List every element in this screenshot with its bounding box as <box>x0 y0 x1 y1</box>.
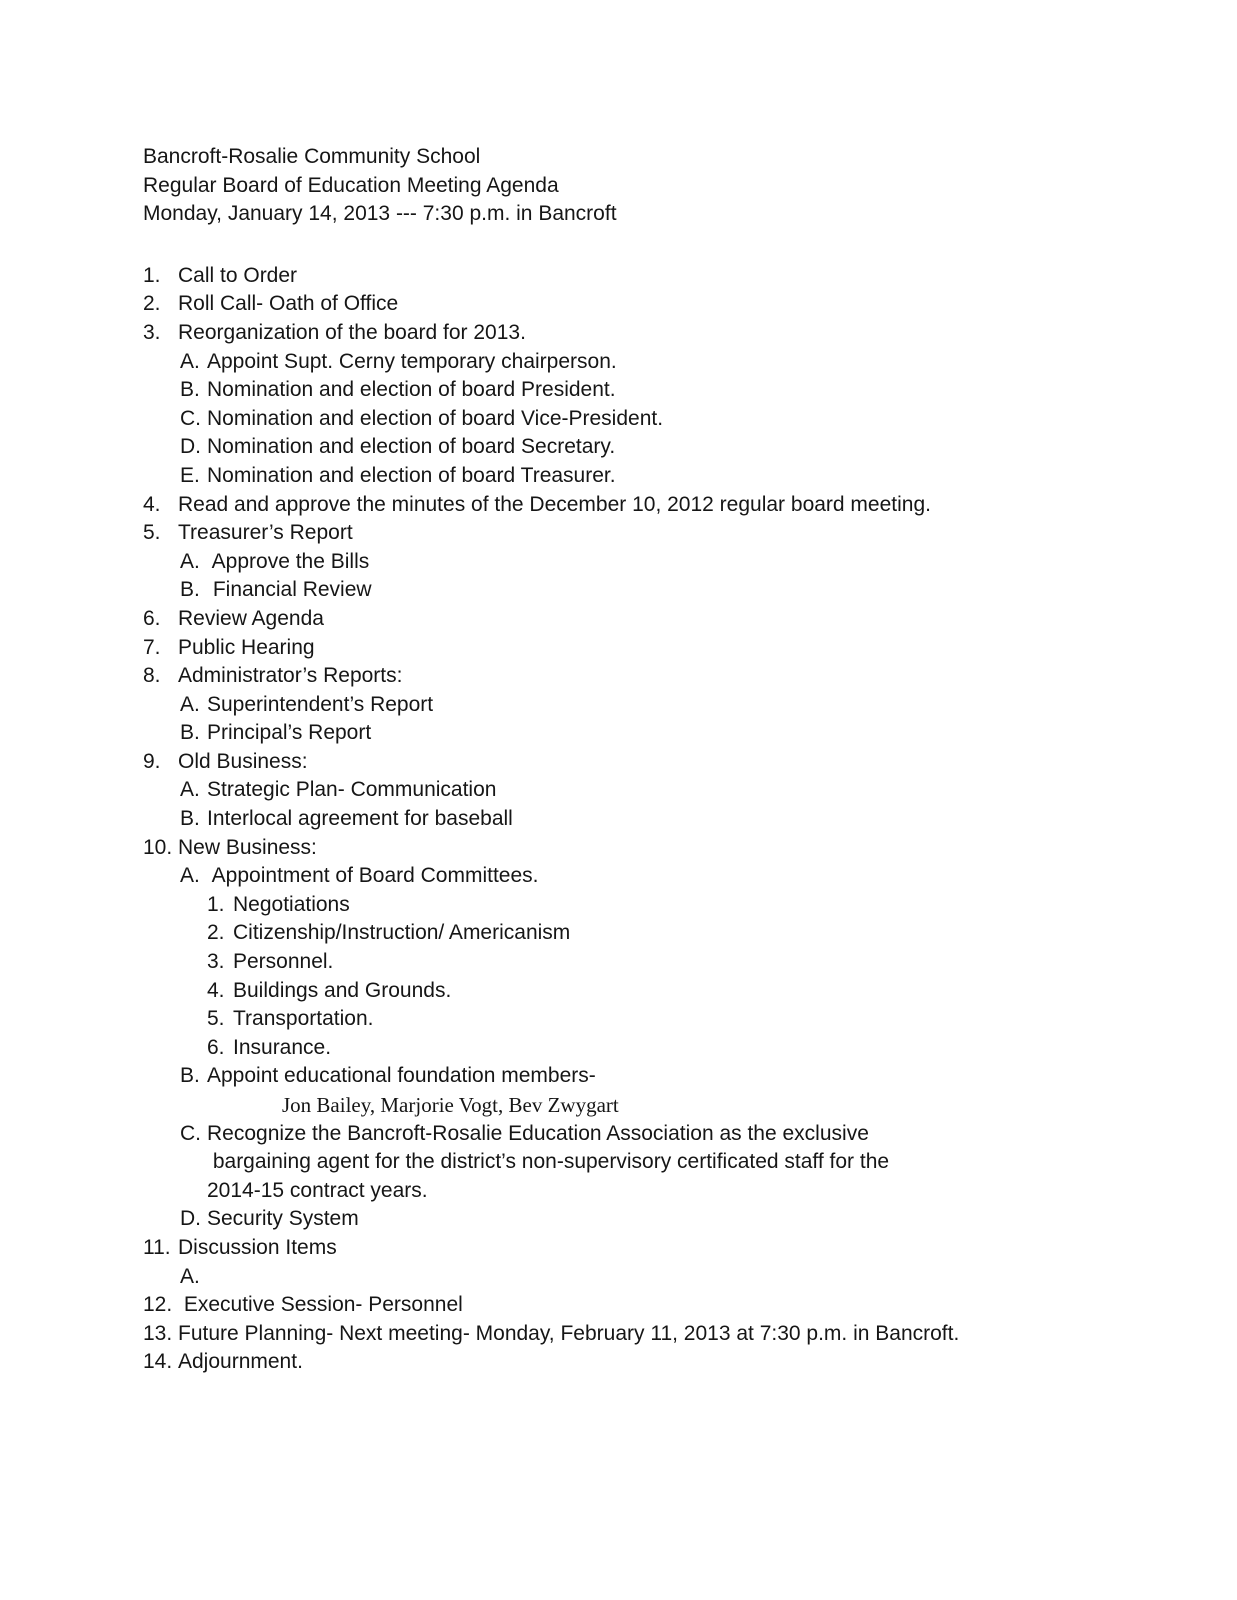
line-text: Citizenship/Instruction/ Americanism <box>233 921 571 945</box>
agenda-line <box>143 319 1203 348</box>
line-text: Administrator’s Reports: <box>178 664 403 688</box>
list-marker: B. <box>180 721 200 745</box>
foundation-members-line <box>282 1091 1203 1120</box>
line-text: Review Agenda <box>178 606 324 630</box>
agenda-line <box>180 691 1203 720</box>
list-marker: 12. <box>143 1293 173 1317</box>
line-text: Insurance. <box>233 1035 332 1059</box>
doc-subtitle: Regular Board of Education Meeting Agenda <box>143 173 559 197</box>
line-text: Jon Bailey, Marjorie Vogt, Bev Zwygart <box>282 1093 619 1117</box>
agenda-line <box>180 1205 1203 1234</box>
line-text: Security System <box>207 1207 359 1231</box>
agenda-line <box>143 491 1203 520</box>
line-text: Executive Session- Personnel <box>178 1293 463 1317</box>
line-text: Nomination and election of board President. <box>207 378 616 402</box>
list-marker: E. <box>180 463 200 487</box>
agenda-line-continuation <box>207 1177 1203 1206</box>
list-marker: B. <box>180 807 200 831</box>
list-marker: 1. <box>207 892 225 916</box>
agenda-line <box>180 405 1203 434</box>
line-text: Treasurer’s Report <box>178 521 353 545</box>
line-text: Call to Order <box>178 263 298 287</box>
agenda-line <box>143 290 1203 319</box>
line-text: Roll Call- Oath of Office <box>178 292 399 316</box>
agenda-line <box>180 1120 1203 1149</box>
list-marker: 14. <box>143 1350 173 1374</box>
agenda-line <box>143 1234 1203 1263</box>
list-marker: 2. <box>143 292 161 316</box>
list-marker: C. <box>180 1121 201 1145</box>
line-text: Appointment of Board Committees. <box>207 864 539 888</box>
agenda-line <box>180 548 1203 577</box>
list-marker: 3. <box>207 950 225 974</box>
line-text: Approve the Bills <box>207 549 370 573</box>
agenda-line <box>180 805 1203 834</box>
list-marker: 11. <box>143 1235 171 1259</box>
list-marker: B. <box>180 1064 200 1088</box>
line-text: New Business: <box>178 835 317 859</box>
line-text: Superintendent’s Report <box>207 692 434 716</box>
list-marker: D. <box>180 1207 201 1231</box>
line-text: Nomination and election of board Treasurer. <box>207 463 616 487</box>
line-text: Principal’s Report <box>207 721 372 745</box>
line-text: Nomination and election of board Vice-President. <box>207 406 664 430</box>
list-marker: 4. <box>207 978 225 1002</box>
document-content <box>143 143 1203 1377</box>
agenda-line <box>143 1320 1203 1349</box>
agenda-list <box>143 262 1203 1377</box>
line-text: Strategic Plan- Communication <box>207 778 497 802</box>
line-text: Read and approve the minutes of the December 10, 2012 regular board meeting. <box>178 492 931 516</box>
line-text: Old Business: <box>178 749 308 773</box>
agenda-line <box>143 662 1203 691</box>
list-marker: 6. <box>207 1035 225 1059</box>
agenda-line <box>207 891 1203 920</box>
list-marker: A. <box>180 778 200 802</box>
agenda-line <box>207 919 1203 948</box>
agenda-line <box>143 1348 1203 1377</box>
agenda-line <box>143 519 1203 548</box>
line-text: Interlocal agreement for baseball <box>207 807 513 831</box>
agenda-line <box>143 834 1203 863</box>
agenda-line <box>180 776 1203 805</box>
agenda-line <box>143 1291 1203 1320</box>
line-text: Public Hearing <box>178 635 315 659</box>
line-text: Personnel. <box>233 950 334 974</box>
agenda-line <box>180 462 1203 491</box>
list-marker: 5. <box>143 521 161 545</box>
list-marker: A. <box>180 864 200 888</box>
agenda-line <box>180 719 1203 748</box>
agenda-line <box>143 262 1203 291</box>
list-marker: 5. <box>207 1007 225 1031</box>
list-marker: A. <box>180 1264 200 1288</box>
list-marker: 1. <box>143 263 161 287</box>
line-text: Nomination and election of board Secretary. <box>207 435 616 459</box>
list-marker: 10. <box>143 835 173 859</box>
agenda-line <box>180 376 1203 405</box>
agenda-line <box>207 1034 1203 1063</box>
agenda-line <box>207 977 1203 1006</box>
line-text: Transportation. <box>233 1007 374 1031</box>
agenda-line <box>180 1263 1203 1292</box>
agenda-line <box>180 862 1203 891</box>
agenda-line <box>180 433 1203 462</box>
agenda-line <box>207 1005 1203 1034</box>
list-marker: 8. <box>143 664 161 688</box>
list-marker: 6. <box>143 606 161 630</box>
list-marker: A. <box>180 349 200 373</box>
line-text: Recognize the Bancroft-Rosalie Education Association as the exclusive <box>207 1121 869 1145</box>
line-text: 2014-15 contract years. <box>207 1178 428 1202</box>
list-marker: C. <box>180 406 201 430</box>
line-text: Financial Review <box>207 578 372 602</box>
list-marker: A. <box>180 692 200 716</box>
list-marker: 2. <box>207 921 225 945</box>
line-text: bargaining agent for the district’s non-supervisory certificated staff for the <box>207 1150 890 1174</box>
agenda-line <box>143 634 1203 663</box>
line-text: Appoint Supt. Cerny temporary chairperson. <box>207 349 617 373</box>
list-marker: 3. <box>143 320 161 344</box>
line-text: Future Planning- Next meeting- Monday, February 11, 2013 at 7:30 p.m. in Bancroft. <box>178 1321 960 1345</box>
line-text: Negotiations <box>233 892 350 916</box>
agenda-line <box>180 348 1203 377</box>
list-marker: B. <box>180 378 200 402</box>
list-marker: 13. <box>143 1321 173 1345</box>
list-marker: B. <box>180 578 200 602</box>
line-text: Adjournment. <box>178 1350 303 1374</box>
agenda-line <box>143 748 1203 777</box>
list-marker: D. <box>180 435 201 459</box>
agenda-line <box>207 948 1203 977</box>
line-text: Reorganization of the board for 2013. <box>178 320 526 344</box>
list-marker: A. <box>180 549 200 573</box>
doc-title: Bancroft-Rosalie Community School <box>143 145 481 168</box>
line-text: Appoint educational foundation members- <box>207 1064 596 1088</box>
list-marker: 7. <box>143 635 161 659</box>
agenda-line <box>180 576 1203 605</box>
doc-date-line: Monday, January 14, 2013 --- 7:30 p.m. in Bancroft <box>143 202 617 226</box>
list-marker: 4. <box>143 492 161 516</box>
agenda-line <box>180 1062 1203 1091</box>
line-text: Discussion Items <box>178 1235 337 1259</box>
agenda-line-continuation <box>207 1148 1203 1177</box>
line-text: Buildings and Grounds. <box>233 978 452 1002</box>
document-header <box>143 143 1203 229</box>
agenda-line <box>143 605 1203 634</box>
list-marker: 9. <box>143 749 161 773</box>
